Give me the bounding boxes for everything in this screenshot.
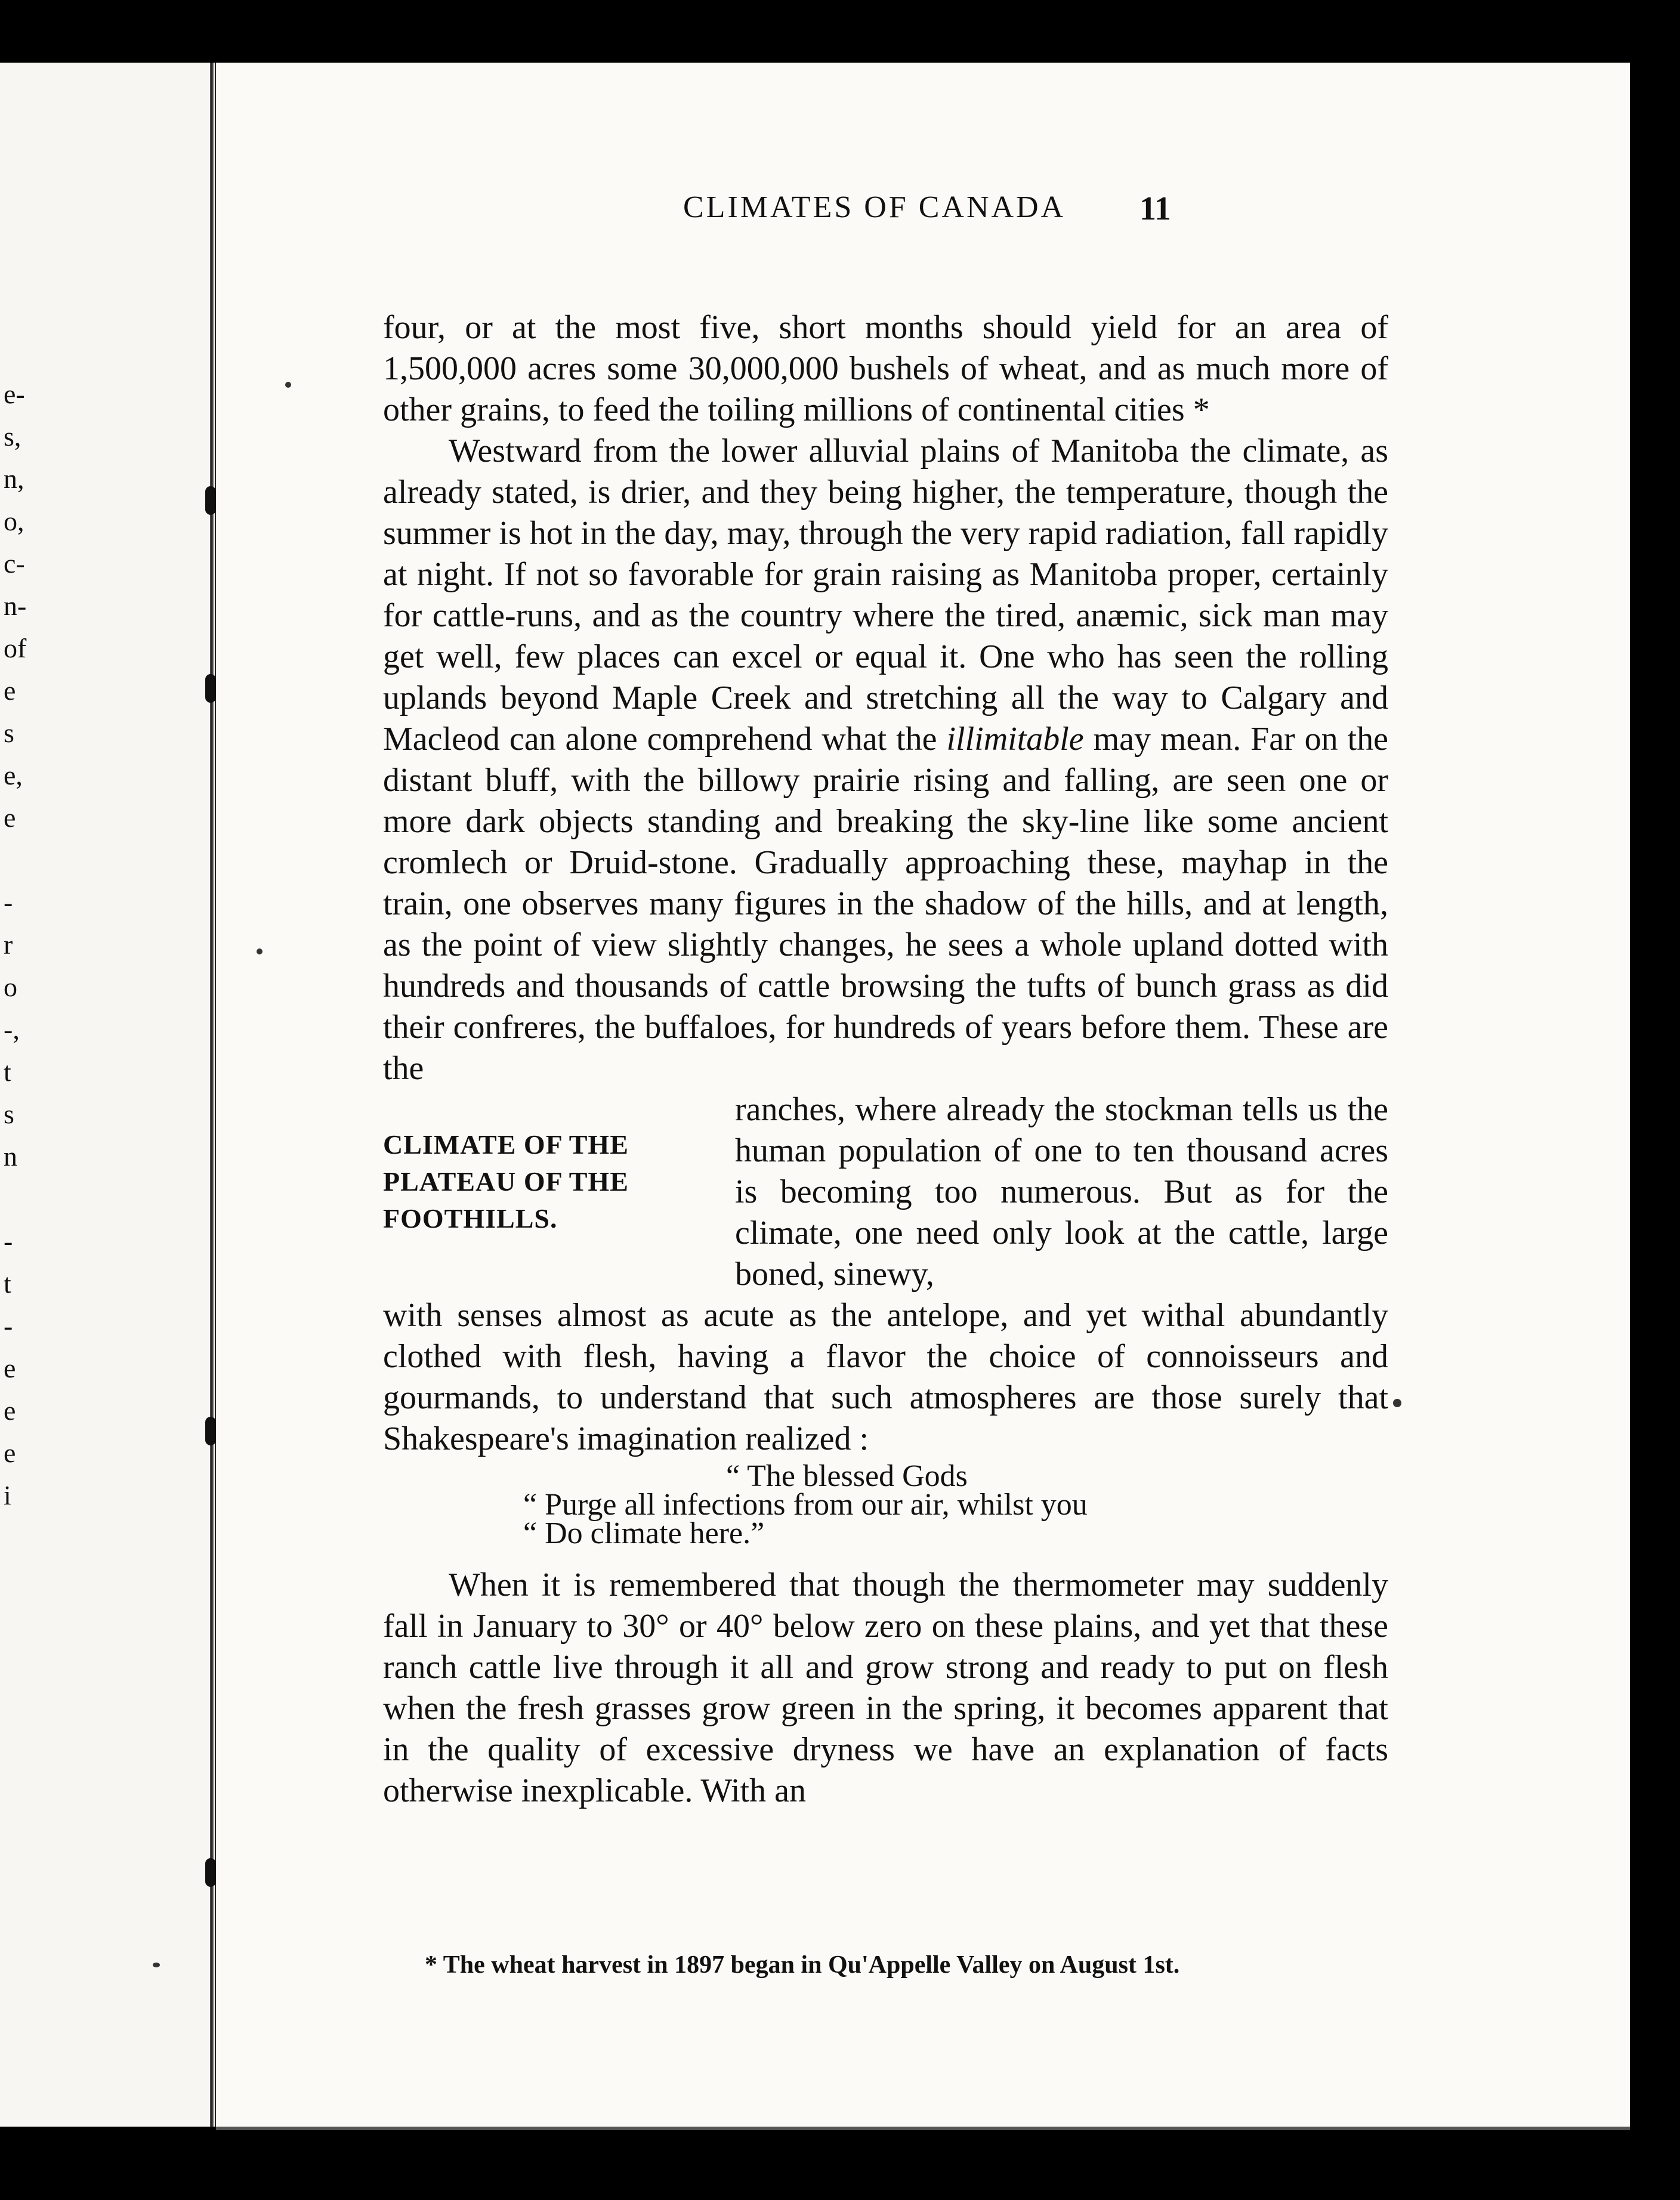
left-margin-fragment: t [4, 1268, 11, 1299]
scan-speck [285, 382, 291, 388]
binding-mark [205, 486, 216, 515]
paragraph-1: four, or at the most five, short months should yield for an area of 1,500,000 acres some 30,000,000 bushels of wheat, and as much more of other grains, to feed the toiling millions of continental cities * [383, 309, 1388, 428]
page-number: 11 [1139, 190, 1171, 227]
sidenote-heading: CLIMATE OF THE PLATEAU OF THE FOOTHILLS. [383, 1129, 629, 1234]
left-margin-fragment [4, 1178, 39, 1220]
left-margin-fragment: s [4, 1099, 14, 1129]
binding-mark [205, 1417, 216, 1445]
left-margin-fragment: n- [4, 591, 27, 621]
left-margin-fragment: e [4, 1438, 16, 1468]
left-margin-fragment: e [4, 1353, 16, 1383]
book-binding [210, 63, 214, 2127]
shakespeare-quote [383, 1459, 1388, 1550]
left-margin-fragment: t [4, 1056, 11, 1087]
left-margin-fragment: i [4, 1480, 11, 1510]
left-margin-fragment: e [4, 1395, 16, 1426]
left-margin-fragment: -, [4, 1014, 20, 1045]
binding-mark [205, 1858, 216, 1887]
left-margin-fragment: n [4, 1141, 17, 1172]
left-margin-fragment: e, [4, 760, 23, 790]
left-margin-fragment: s, [4, 421, 21, 452]
left-margin-fragment: e [4, 675, 16, 706]
scan-speck [257, 948, 262, 954]
left-margin-fragment: o, [4, 506, 24, 536]
quote-line-1: “ The blessed Gods [726, 1459, 968, 1493]
paragraph-2 [383, 431, 1388, 1089]
left-margin-fragment: s [4, 718, 14, 748]
quote-line-3: “ Do climate here.” [523, 1516, 765, 1550]
scan-speck [153, 1963, 160, 1967]
left-margin-fragment: of [4, 633, 27, 663]
footnote: * The wheat harvest in 1897 began in Qu'Appelle Valley on August 1st. [425, 1951, 1180, 1979]
sidenote-block [383, 1089, 1388, 1295]
left-facing-page [0, 63, 217, 2127]
left-margin-fragment: c- [4, 548, 25, 579]
left-margin-fragment: e- [4, 379, 25, 409]
left-margin-fragment: - [4, 1226, 13, 1256]
left-margin-fragment: - [4, 887, 13, 917]
final-paragraph: When it is remembered that though the thermometer may suddenly fall in January to 30° or 40° below zero on these plains, and yet that these ranch cattle live through it all and grow strong and ready to put on flesh when the fresh grasses grow green in the spring, it becomes apparent that in the quality of excessive dryness we have an explanation of facts otherwise inexplicable. With an [383, 1566, 1388, 1809]
header-title: CLIMATES OF CANADA [683, 190, 1066, 224]
binding-mark [205, 674, 216, 703]
sidenote-adjacent-text: ranches, where already the stockman tells us the human population of one to ten thousand acres is becoming too numerous. But as for the climate, one need only look at the cattle, large boned, sinewy, [735, 1091, 1388, 1293]
left-margin-fragment: o [4, 972, 17, 1002]
quote-line-2: “ Purge all infections from our air, whilst you [523, 1488, 1088, 1522]
left-margin-fragment: r [4, 929, 13, 960]
scan-speck [1393, 1399, 1401, 1407]
left-margin-fragment: n, [4, 464, 24, 494]
running-header [483, 190, 1408, 237]
left-margin-fragment: - [4, 1311, 13, 1341]
paragraph-2-part-1: Westward from the lower alluvial plains of Manitoba the climate, as already stated, is drier, and they being higher, the temperature, though the summer is hot in the day, may, through the very rapid radiation, fall rapidly at night. If not so favorable for grain raising as Manitoba proper, certainly for cattle-runs, and as the country where the tired, anæmic, sick man may get well, few places can excel or equal it. One who has seen the rolling uplands beyond Maple Creek and stretching all the way to Calgary and Macleod can alone comprehend what the [383, 432, 1388, 758]
main-text [383, 307, 1388, 1812]
left-margin-fragment: e [4, 802, 16, 833]
paragraph-2-part-2: may mean. Far on the distant bluff, with the billowy prairie rising and falling, are seen one or more dark objects standing and breaking the sky-line like some ancient cromlech or Druid-stone. Gradually approaching these, mayhap in the train, one observes many figures in the shadow of the hills, and at length, as the point of view slightly changes, he sees a whole upland dotted with hundreds and thousands of cattle browsing the tufts of bunch grass as did their confreres, the buffaloes, for hundreds of years before them. These are the [383, 721, 1388, 1087]
paragraph-3: with senses almost as acute as the antelope, and yet withal abundantly clothed with flesh, having a flavor the choice of connoisseurs and gourmands, to understand that such atmospheres are those surely that Shakespeare's imagination realized : [383, 1297, 1388, 1457]
italic-word: illimitable [946, 721, 1084, 758]
left-page-margin-text [4, 373, 39, 1516]
left-margin-fragment [4, 839, 39, 881]
